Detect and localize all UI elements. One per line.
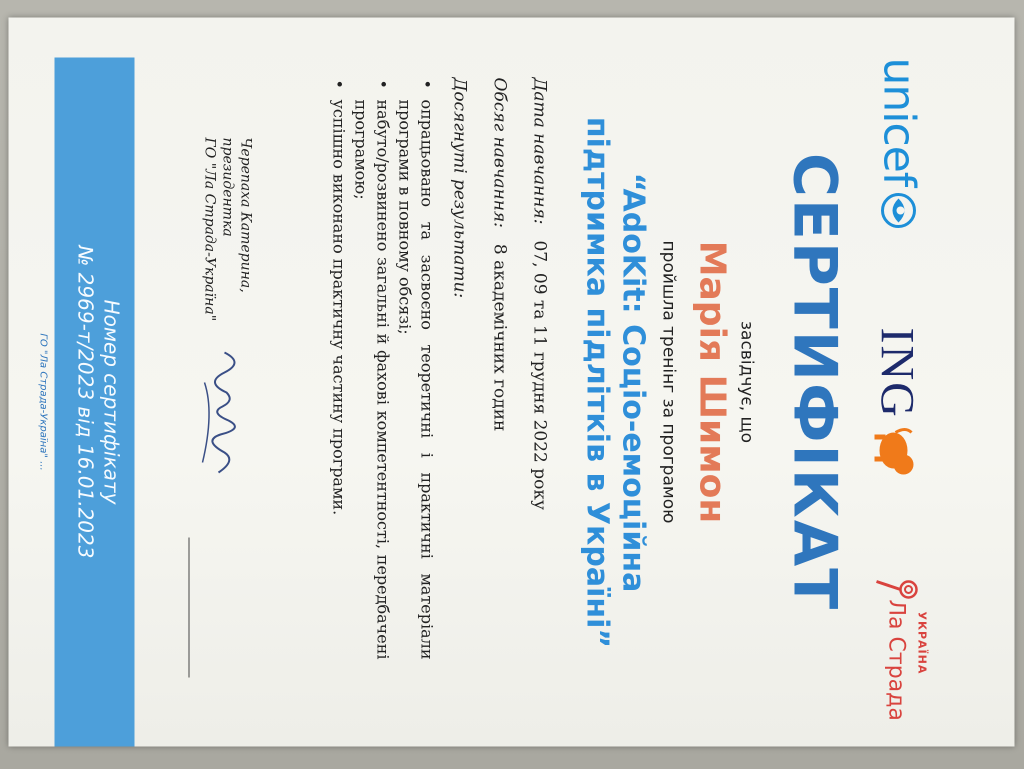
volume-label: Обсяг навчання: (489, 77, 510, 228)
recipient-name: Марія Шимон (691, 240, 733, 524)
unicef-wordmark: unicef (873, 57, 925, 187)
signature-line (189, 538, 190, 678)
certificate-number-label: Номер сертифікату (99, 299, 124, 505)
certificate-number-band (55, 58, 135, 747)
signer-position: президентка (219, 137, 236, 237)
lastrada-logo (861, 578, 931, 728)
certifies-text: засвідчує, що (736, 321, 757, 443)
ing-logo (870, 328, 925, 477)
unicef-globe-icon (881, 192, 917, 228)
ing-wordmark: ING (870, 327, 924, 419)
signer-organization: ГО "Ла Страда-Україна" (201, 137, 218, 322)
volume-row (490, 78, 510, 432)
logo-row (865, 57, 929, 721)
result-item: • опрацьовано та засвоєно теоретичні і практичні матеріали програми в повному обсязі; (394, 100, 438, 660)
certificate-paper (9, 18, 1015, 747)
date-label: Дата навчання: (529, 77, 550, 225)
certificate-number-text (73, 58, 125, 747)
lastrada-country: УКРАЇНА (915, 611, 929, 675)
passed-text: пройшла тренінг за програмою (658, 240, 679, 524)
results-row (450, 78, 470, 299)
certificate-number-value: № 2969-т/2023 від 16.01.2023 (73, 245, 98, 559)
date-value: 07, 09 та 11 грудня 2022 року (529, 240, 550, 511)
signer-name: Черепаха Катерина, (237, 137, 254, 293)
results-label: Досягнуті результати: (449, 77, 470, 299)
result-item: • набуто/розвинено загальні й фахові компетентності, передбачені програмою; (350, 100, 394, 660)
results-list (328, 78, 438, 660)
handwritten-signature (185, 343, 265, 483)
result-item: • успішно виконано практичну частину програми. (328, 100, 350, 660)
footer-contacts: ГО "Ла Страда-Україна" ... (37, 333, 49, 471)
lastrada-wordmark: Ла Страда (883, 599, 909, 721)
date-row (530, 78, 550, 511)
lastrada-spiral-icon (875, 578, 919, 602)
signer-block (201, 138, 255, 322)
certificate-title: СЕРТИФІКАТ (779, 152, 850, 612)
program-title: “AdoKit: Соціо-емоційна підтримка підлітків в Україні” (579, 116, 651, 649)
lion-icon (874, 427, 920, 477)
volume-value: 8 академічних годин (489, 243, 510, 432)
unicef-logo (874, 58, 925, 229)
